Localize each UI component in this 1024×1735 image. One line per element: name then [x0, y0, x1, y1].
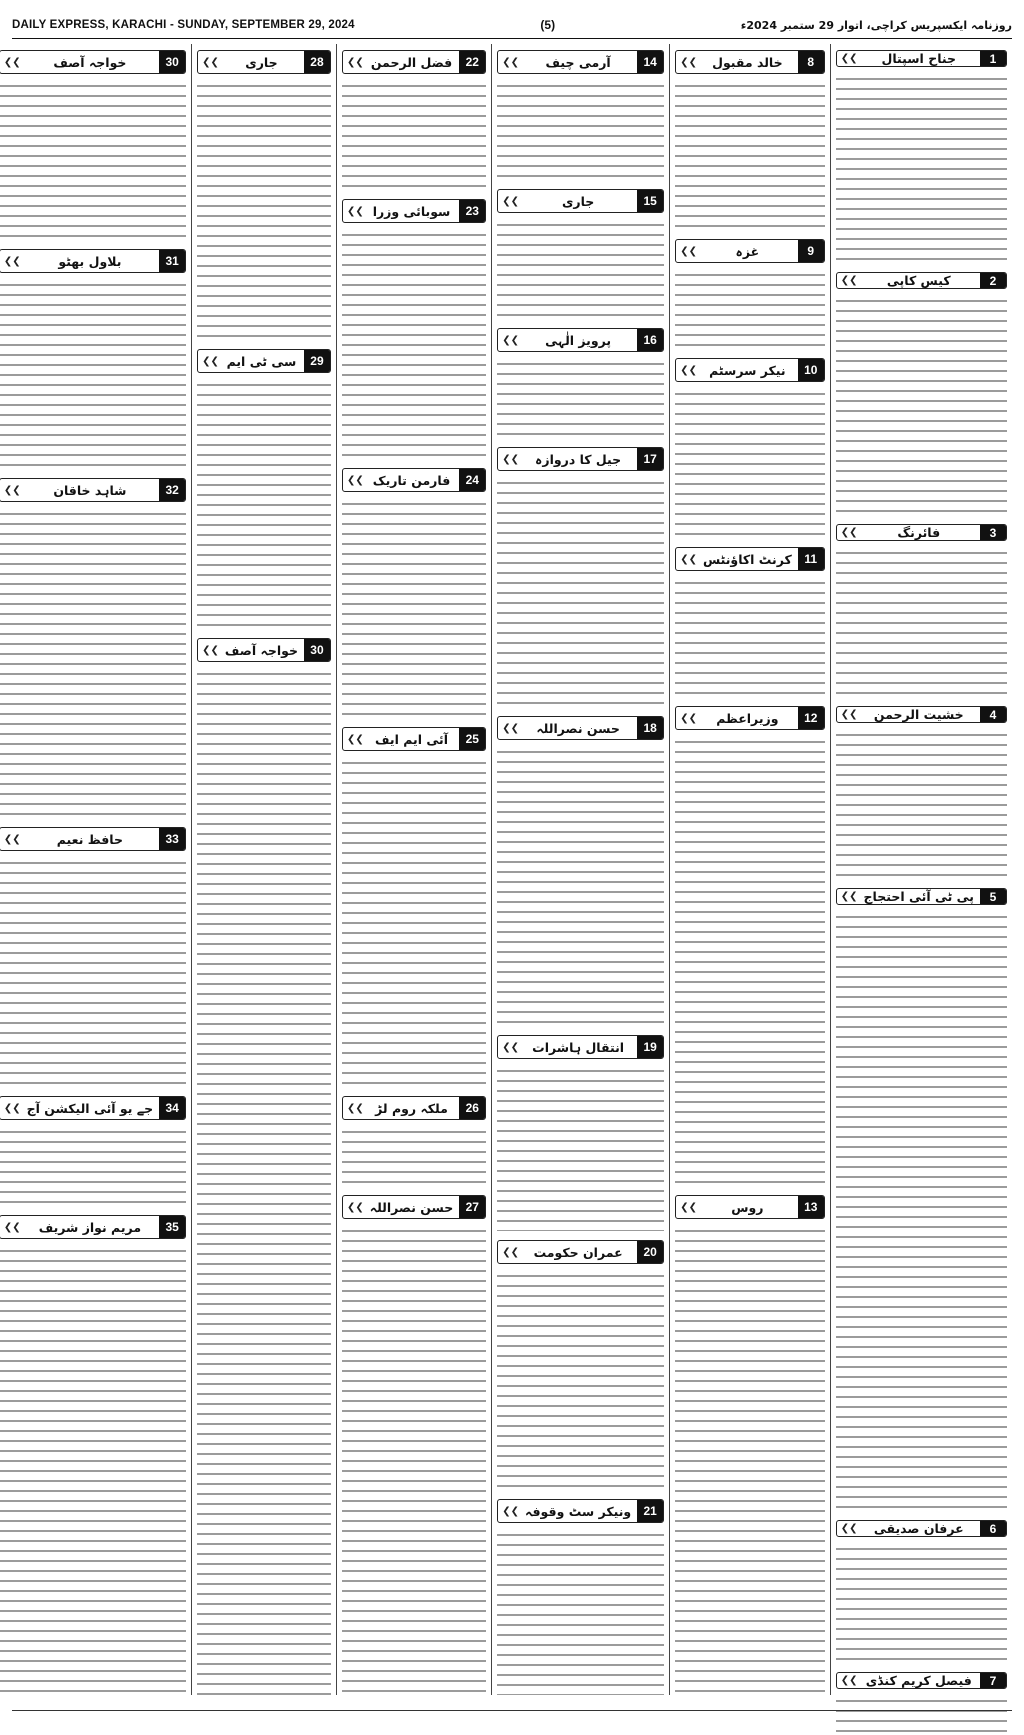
story-heading	[675, 239, 825, 263]
story-title: فضل الرحمن	[370, 54, 453, 70]
story-title: سوبائی وزرا	[372, 203, 451, 219]
story-body-text	[497, 1065, 664, 1231]
double-chevron-icon: ❮❮	[346, 56, 364, 68]
story-number-badge: 13	[798, 1196, 824, 1218]
story-body-text	[497, 1529, 664, 1695]
double-chevron-icon: ❮❮	[840, 1675, 858, 1686]
story-heading	[836, 1672, 1007, 1689]
double-chevron-icon: ❮❮	[840, 53, 858, 64]
story-heading	[0, 50, 186, 74]
news-column	[336, 44, 491, 1695]
story-body-text	[0, 857, 186, 1087]
story-body-text	[497, 358, 664, 438]
story-heading	[0, 827, 186, 851]
story-body-text	[342, 80, 486, 190]
story-number-badge: 12	[798, 707, 824, 729]
story-number-badge: 30	[159, 51, 185, 73]
story-number-badge: 21	[637, 1500, 663, 1522]
story-heading	[342, 199, 486, 223]
story-number-badge: 24	[459, 469, 485, 491]
story-body-text	[497, 1270, 664, 1490]
story-body-text	[342, 1126, 486, 1186]
story-title: ملکہ روم لڑ	[375, 1100, 448, 1116]
story-title: جاری	[561, 193, 595, 209]
double-chevron-icon: ❮❮	[3, 56, 21, 68]
story-heading	[497, 1035, 664, 1059]
story-number-badge: 10	[798, 359, 824, 381]
story-number-badge: 14	[637, 51, 663, 73]
story-heading	[0, 1215, 186, 1239]
story-heading	[497, 328, 664, 352]
story-heading	[836, 524, 1007, 541]
story-number-badge: 3	[980, 525, 1006, 540]
story-title: آئی ایم ایف	[375, 731, 448, 747]
story-title: عمران حکومت	[533, 1244, 623, 1260]
double-chevron-icon: ❮❮	[502, 1041, 520, 1053]
double-chevron-icon: ❮❮	[3, 833, 21, 845]
double-chevron-icon: ❮❮	[840, 891, 858, 902]
story-body-text	[497, 746, 664, 1026]
double-chevron-icon: ❮❮	[502, 722, 520, 734]
story-number-badge: 32	[159, 479, 185, 501]
double-chevron-icon: ❮❮	[346, 733, 364, 745]
story-number-badge: 18	[637, 717, 663, 739]
story-number-badge: 8	[798, 51, 824, 73]
story-number-badge: 27	[459, 1196, 485, 1218]
news-columns	[3, 44, 1012, 1695]
story-title: حسن نصراللہ	[369, 1199, 454, 1215]
story-title: حسن نصراللہ	[536, 720, 620, 736]
story-heading	[342, 727, 486, 751]
story-body-text	[0, 1245, 186, 1695]
double-chevron-icon: ❮❮	[680, 364, 697, 376]
story-body-text	[0, 508, 186, 818]
double-chevron-icon: ❮❮	[840, 709, 858, 720]
story-number-badge: 5	[980, 889, 1006, 904]
story-heading	[497, 447, 664, 471]
double-chevron-icon: ❮❮	[3, 484, 21, 496]
story-number-badge: 17	[637, 448, 663, 470]
story-body-text	[497, 80, 664, 180]
double-chevron-icon: ❮❮	[502, 1505, 520, 1517]
story-heading	[675, 706, 825, 730]
story-body-text	[342, 1225, 486, 1695]
story-heading	[342, 1096, 486, 1120]
story-title: آرمی چیف	[545, 54, 611, 70]
story-body-text	[836, 73, 1007, 263]
story-title: مریم نواز شریف	[38, 1219, 142, 1235]
masthead-urdu-line: روزنامہ ایکسپریس کراچی، اتوار 29 ستمبر 2024ء	[740, 18, 1012, 32]
story-title: پی ٹی آئی احتجاج	[863, 889, 974, 904]
story-number-badge: 34	[159, 1097, 185, 1119]
story-body-text	[675, 388, 825, 538]
story-number-badge: 6	[980, 1521, 1006, 1536]
double-chevron-icon: ❮❮	[346, 1102, 364, 1114]
story-title: جناح اسپتال	[881, 51, 957, 66]
story-number-badge: 33	[159, 828, 185, 850]
story-heading	[0, 249, 186, 273]
news-column	[830, 44, 1012, 1695]
double-chevron-icon: ❮❮	[3, 255, 21, 267]
double-chevron-icon: ❮❮	[840, 1523, 858, 1534]
double-chevron-icon: ❮❮	[346, 474, 364, 486]
story-number-badge: 30	[304, 639, 330, 661]
story-body-text	[342, 757, 486, 1087]
story-body-text	[197, 379, 331, 629]
story-heading	[197, 50, 331, 74]
story-number-badge: 7	[980, 1673, 1006, 1688]
story-heading	[836, 888, 1007, 905]
story-number-badge: 1	[980, 51, 1006, 66]
story-number-badge: 26	[459, 1097, 485, 1119]
news-column	[491, 44, 669, 1695]
story-title: عرفان صدیقی	[873, 1521, 964, 1536]
story-number-badge: 31	[159, 250, 185, 272]
double-chevron-icon: ❮❮	[840, 275, 858, 286]
story-heading	[675, 1195, 825, 1219]
story-title: ونیکر سٹ وقوفہ	[525, 1503, 632, 1519]
double-chevron-icon: ❮❮	[680, 245, 697, 257]
story-heading	[497, 716, 664, 740]
story-body-text	[0, 80, 186, 240]
story-title: فارمن تاریک	[372, 472, 451, 488]
news-column	[191, 44, 336, 1695]
story-title: سی ٹی ایم	[226, 353, 297, 369]
news-column	[669, 44, 830, 1695]
story-heading	[836, 272, 1007, 289]
masthead-english-line: DAILY EXPRESS, KARACHI - SUNDAY, SEPTEMBER 29, 2024	[12, 19, 355, 31]
news-column	[0, 44, 191, 1695]
story-number-badge: 11	[798, 548, 824, 570]
story-body-text	[836, 547, 1007, 697]
story-title: فائرنگ	[897, 525, 941, 540]
story-title: انتقال ہاشرات	[532, 1039, 625, 1055]
story-title: خواجہ آصف	[224, 642, 298, 658]
story-number-badge: 16	[637, 329, 663, 351]
story-heading	[675, 547, 825, 571]
story-body-text	[675, 269, 825, 349]
story-body-text	[497, 477, 664, 707]
story-number-badge: 29	[304, 350, 330, 372]
double-chevron-icon: ❮❮	[3, 1102, 21, 1114]
story-title: جیل کا دروازہ	[535, 451, 622, 467]
story-heading	[197, 349, 331, 373]
story-title: جاری	[245, 54, 278, 70]
story-body-text	[497, 219, 664, 319]
masthead-rule	[12, 38, 1012, 39]
story-body-text	[675, 80, 825, 230]
story-body-text	[0, 1126, 186, 1206]
story-title: غزہ	[735, 243, 760, 259]
story-heading	[0, 478, 186, 502]
story-number-badge: 15	[637, 190, 663, 212]
story-body-text	[836, 911, 1007, 1511]
double-chevron-icon: ❮❮	[202, 355, 219, 367]
story-body-text	[836, 729, 1007, 879]
story-title: بلاول بھٹو	[58, 253, 122, 269]
story-number-badge: 35	[159, 1216, 185, 1238]
story-number-badge: 20	[637, 1241, 663, 1263]
page-number: (5)	[540, 18, 556, 32]
story-body-text	[675, 577, 825, 697]
double-chevron-icon: ❮❮	[680, 553, 697, 565]
story-title: جے یو آئی الیکشن آج	[26, 1100, 154, 1116]
double-chevron-icon: ❮❮	[3, 1221, 21, 1233]
footer-rule	[12, 1710, 1012, 1711]
double-chevron-icon: ❮❮	[502, 453, 520, 465]
story-title: نیکر سرسٹم	[709, 362, 786, 378]
story-title: شاہد خاقان	[53, 482, 127, 498]
story-body-text	[836, 1543, 1007, 1663]
story-heading	[342, 1195, 486, 1219]
story-title: کرنٹ اکاؤنٹس	[702, 551, 792, 567]
story-number-badge: 25	[459, 728, 485, 750]
double-chevron-icon: ❮❮	[502, 1246, 520, 1258]
story-title: روس	[731, 1199, 764, 1215]
story-number-badge: 19	[637, 1036, 663, 1058]
double-chevron-icon: ❮❮	[502, 195, 520, 207]
story-heading	[836, 1520, 1007, 1537]
story-heading	[342, 468, 486, 492]
story-number-badge: 23	[459, 200, 485, 222]
story-title: خواجہ آصف	[53, 54, 127, 70]
story-title: کیس کاپی	[886, 273, 951, 288]
story-title: فیصل کریم کنڈی	[865, 1673, 972, 1688]
story-number-badge: 4	[980, 707, 1006, 722]
story-body-text	[342, 498, 486, 718]
story-body-text	[675, 736, 825, 1186]
double-chevron-icon: ❮❮	[680, 712, 697, 724]
story-title: پرویز الٰہی	[545, 332, 612, 348]
story-body-text	[836, 1695, 1007, 1735]
story-heading	[342, 50, 486, 74]
double-chevron-icon: ❮❮	[346, 205, 364, 217]
story-number-badge: 28	[304, 51, 330, 73]
story-heading	[497, 1240, 664, 1264]
story-body-text	[197, 80, 331, 340]
story-title: وزیراعظم	[716, 710, 779, 726]
double-chevron-icon: ❮❮	[346, 1201, 364, 1213]
story-heading	[497, 50, 664, 74]
story-number-badge: 9	[798, 240, 824, 262]
story-heading	[836, 706, 1007, 723]
story-heading	[0, 1096, 186, 1120]
masthead	[12, 14, 1012, 36]
story-body-text	[0, 279, 186, 469]
story-heading	[197, 638, 331, 662]
story-body-text	[836, 295, 1007, 515]
story-body-text	[342, 229, 486, 459]
double-chevron-icon: ❮❮	[680, 56, 697, 68]
double-chevron-icon: ❮❮	[680, 1201, 697, 1213]
story-heading	[675, 50, 825, 74]
story-title: خشیت الرحمن	[873, 707, 964, 722]
story-title: حافظ نعیم	[56, 831, 124, 847]
double-chevron-icon: ❮❮	[840, 527, 858, 538]
story-number-badge: 22	[459, 51, 485, 73]
story-body-text	[675, 1225, 825, 1695]
story-title: خالد مقبول	[712, 54, 783, 70]
double-chevron-icon: ❮❮	[202, 56, 219, 68]
story-heading	[497, 1499, 664, 1523]
story-number-badge: 2	[980, 273, 1006, 288]
story-heading	[675, 358, 825, 382]
double-chevron-icon: ❮❮	[502, 334, 520, 346]
double-chevron-icon: ❮❮	[502, 56, 520, 68]
double-chevron-icon: ❮❮	[202, 644, 219, 656]
story-heading	[497, 189, 664, 213]
story-body-text	[197, 668, 331, 1695]
story-heading	[836, 50, 1007, 67]
